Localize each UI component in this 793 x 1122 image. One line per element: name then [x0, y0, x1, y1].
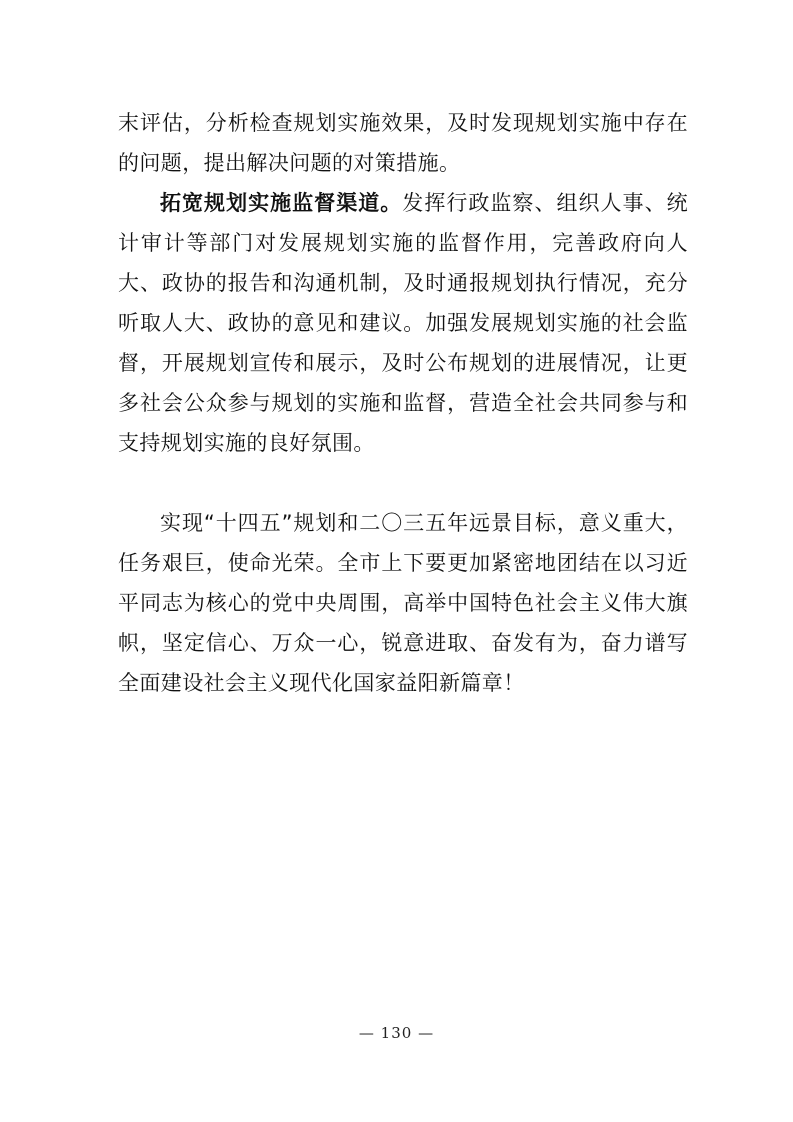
- paragraph-evaluation-continued: [118, 103, 688, 183]
- paragraph-text: 发挥行政监察、组织人事、统计审计等部门对发展规划实施的监督作用，完善政府向人大、政协的报告和沟通机制，及时通报规划执行情况，充分听取人大、政协的意见和建议。加强发展规划实施的社会监督，开展规划宣传和展示，及时公布规划的进展情况，让更多社会公众参与规划的实施和监督，营造全社会共同参与和支持规划实施的良好氛围。: [118, 191, 689, 455]
- paragraph-heading: 拓宽规划实施监督渠道。: [160, 191, 403, 215]
- page-number: — 130 —: [358, 1024, 435, 1042]
- paragraph-conclusion: [118, 503, 688, 703]
- paragraph-text: 末评估，分析检查规划实施效果，及时发现规划实施中存在的问题，提出解决问题的对策措施。: [118, 111, 688, 175]
- paragraph-supervision-channels: [118, 183, 688, 463]
- paragraph-text: 实现“十四五”规划和二〇三五年远景目标，意义重大，任务艰巨，使命光荣。全市上下要更加紧密地团结在以习近平同志为核心的党中央周围，高举中国特色社会主义伟大旗帜，坚定信心、万众一心，锐意进取、奋发有为，奋力谱写全面建设社会主义现代化国家益阳新篇章！: [118, 511, 688, 695]
